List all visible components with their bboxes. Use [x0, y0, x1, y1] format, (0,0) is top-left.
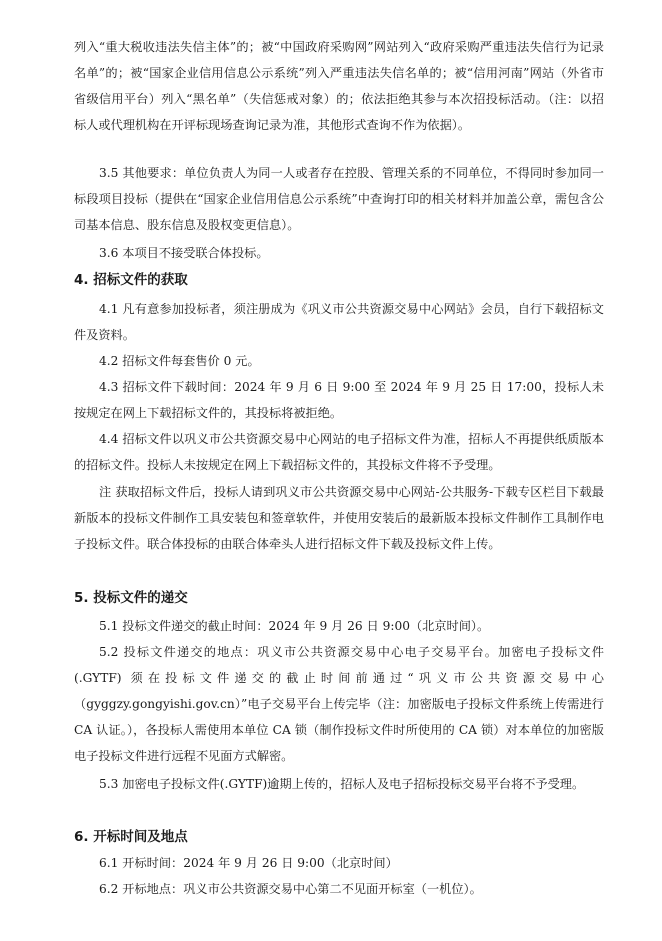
paragraph-6-1: 6.1 开标时间：2024 年 9 月 26 日 9:00（北京时间）: [99, 856, 398, 870]
paragraph-6-2: 6.2 开标地点：巩义市公共资源交易中心第二不见面开标室（一机位）。: [99, 882, 482, 896]
section-heading-5: 5. 投标文件的递交: [74, 590, 188, 606]
paragraph-3-5: 3.5 其他要求：单位负责人为同一人或者存在控股、管理关系的不同单位，不得同时参加同一标段项目投标（提供在“国家企业信用信息公示系统”中查询打印的相关材料并加盖公章，需包含公司基本信息、股东信息及股权变更信息）。: [74, 166, 604, 232]
paragraph-4-3: 4.3 招标文件下载时间：2024 年 9 月 6 日 9:00 至 2024 年 9 月 25 日 17:00，投标人未按规定在网上下载招标文件的，其投标将被拒绝。: [74, 380, 604, 420]
paragraph-5-1: 5.1 投标文件递交的截止时间：2024 年 9 月 26 日 9:00（北京时间）。: [99, 619, 490, 633]
section-heading-6: 6. 开标时间及地点: [74, 829, 188, 845]
section-heading-4: 4. 招标文件的获取: [74, 272, 188, 288]
paragraph-4-note: 注 获取招标文件后，投标人请到巩义市公共资源交易中心网站-公共服务-下载专区栏目下载最新版本的投标文件制作工具安装包和签章软件，并使用安装后的最新版本投标文件制作工具制作电子投标文件。联合体投标的由联合体牵头人进行招标文件下载及投标文件上传。: [74, 485, 604, 551]
paragraph-4-4: 4.4 招标文件以巩义市公共资源交易中心网站的电子招标文件为准，招标人不再提供纸质版本的招标文件。投标人未按规定在网上下载招标文件的，其投标文件将不予受理。: [74, 432, 604, 472]
paragraph-3-4-continued: 列入“重大税收违法失信主体”的；被“中国政府采购网”网站列入“政府采购严重违法失信行为记录名单”的；被“国家企业信用信息公示系统”列入严重违法失信名单的；被“信用河南”网站（外省市省级信用平台）列入“黑名单”（失信惩戒对象）的；依法拒绝其参与本次招投标活动。（注：以招标人或代理机构在开评标现场查询记录为准，其他形式查询不作为依据）。: [74, 40, 604, 132]
paragraph-4-2: 4.2 招标文件每套售价 0 元。: [99, 354, 260, 368]
paragraph-3-6: 3.6 本项目不接受联合体投标。: [99, 246, 269, 260]
paragraph-4-1: 4.1 凡有意参加投标者，须注册成为《巩义市公共资源交易中心网站》会员，自行下载招标文件及资料。: [74, 302, 604, 342]
paragraph-5-2: 5.2 投标文件递交的地点：巩义市公共资源交易中心电子交易平台。加密电子投标文件(.GYTF) 须在投标文件递交的截止时间前通过“巩义市公共资源交易中心（gyggzy.gongyishi.gov.cn）”电子交易平台上传完毕（注：加密版电子投标文件系统上传需进行 CA 认证。），各投标人需使用本单位 CA 锁（制作投标文件时所使用的 CA 锁）对本单位的加密版电子投标文件进行远程不见面方式解密。: [74, 645, 604, 763]
paragraph-5-3: 5.3 加密电子投标文件(.GYTF)逾期上传的，招标人及电子招标投标交易平台将不予受理。: [99, 777, 585, 791]
